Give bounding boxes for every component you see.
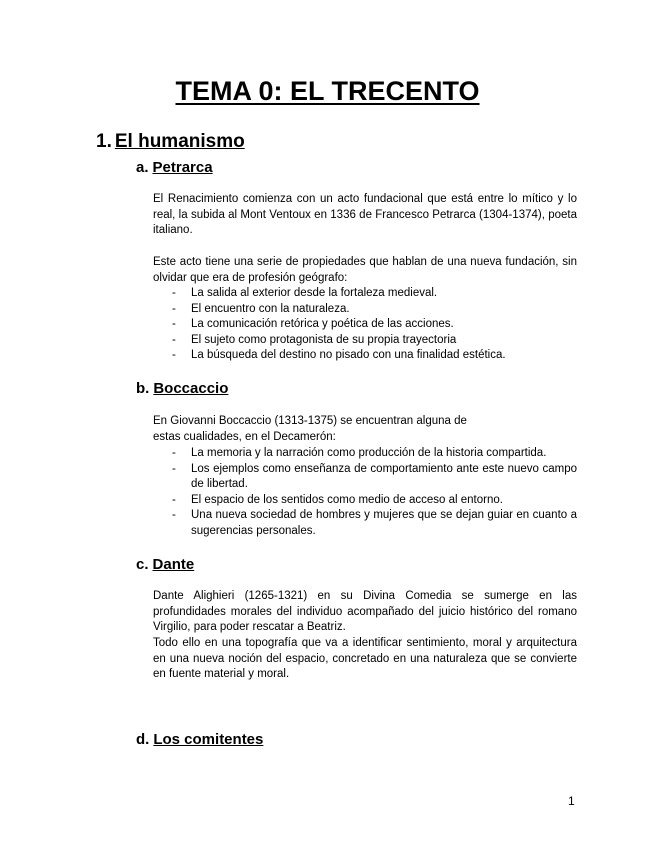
- boccaccio-list: [153, 446, 577, 539]
- list-item: - La comunicación retórica y poética de las acciones.: [153, 317, 577, 333]
- list-item: - La búsqueda del destino no pisado con una finalidad estética.: [153, 348, 577, 364]
- boccaccio-line-2: estas cualidades, en el Decamerón:: [153, 430, 336, 443]
- subsection-d-heading: [136, 731, 263, 748]
- petrarca-paragraph-1: El Renacimiento comienza con un acto fundacional que está entre lo mítico y lo real, la subida al Mont Ventoux en 1336 de Francesco Petrarca (1304-1374), poeta italiano.: [153, 193, 577, 236]
- list-dash: -: [172, 462, 176, 475]
- subsection-b-heading: [136, 380, 228, 397]
- petrarca-paragraph-2: Este acto tiene una serie de propiedades que hablan de una nueva fundación, sin olvidar que era de profesión geógrafo:: [153, 256, 577, 284]
- list-item: - El espacio de los sentidos como medio de acceso al entorno.: [153, 493, 577, 509]
- list-dash: -: [172, 447, 176, 459]
- list-dash: -: [172, 493, 176, 506]
- subsection-a-title: Petrarca: [152, 159, 213, 176]
- boccaccio-paragraph: [153, 414, 577, 445]
- list-dash: -: [172, 287, 176, 299]
- section-1-title: El humanismo: [114, 131, 245, 152]
- page-number: 1: [568, 794, 575, 808]
- petrarca-list: [153, 286, 577, 364]
- subsection-c-title: Dante: [152, 556, 195, 573]
- dante-paragraph-1: Dante Alighieri (1265-1321) en su Divina Comedia se sumerge en las profundidades morales del individuo acompañado del juicio histórico del romano Virgilio, para poder rescatar a Beatriz.: [153, 590, 577, 633]
- list-item: - Una nueva sociedad de hombres y mujeres que se dejan guiar en cuanto a sugerencias personales.: [172, 509, 577, 537]
- subsection-d-title: Los comitentes: [153, 731, 264, 748]
- list-item: - Los ejemplos como enseñanza de comportamiento ante este nuevo campo de libertad.: [172, 462, 577, 490]
- subsection-a-heading: [136, 159, 213, 176]
- list-dash: -: [172, 349, 176, 361]
- list-item: - El sujeto como protagonista de su propia trayectoria: [153, 333, 577, 349]
- list-item: - La salida al exterior desde la fortaleza medieval.: [153, 286, 577, 302]
- subsection-c-heading: [136, 556, 194, 573]
- subsection-d-letter: d.: [136, 731, 150, 748]
- dante-paragraph-2: Todo ello en una topografía que va a identificar sentimiento, moral y arquitectura en una nueva noción del espacio, concretado en una naturaleza que se convierte en fuente material y moral.: [153, 637, 577, 680]
- section-1-heading: [96, 131, 245, 153]
- subsection-b-title: Boccaccio: [153, 380, 229, 397]
- subsection-a-letter: a.: [136, 159, 149, 176]
- list-dash: -: [172, 318, 176, 330]
- page-title-text: TEMA 0: EL TRECENTO: [175, 76, 480, 106]
- subsection-b-letter: b.: [136, 380, 150, 397]
- list-dash: -: [172, 302, 176, 315]
- list-item: - La memoria y la narración como producción de la historia compartida.: [153, 446, 577, 462]
- list-dash: -: [172, 509, 176, 521]
- section-1-number: 1.: [96, 131, 112, 152]
- subsection-c-letter: c.: [136, 556, 149, 573]
- boccaccio-line-1: En Giovanni Boccaccio (1313-1375) se encuentran alguna de: [153, 415, 467, 427]
- list-dash: -: [172, 333, 176, 346]
- page-title: [0, 76, 655, 107]
- list-item: - El encuentro con la naturaleza.: [153, 302, 577, 318]
